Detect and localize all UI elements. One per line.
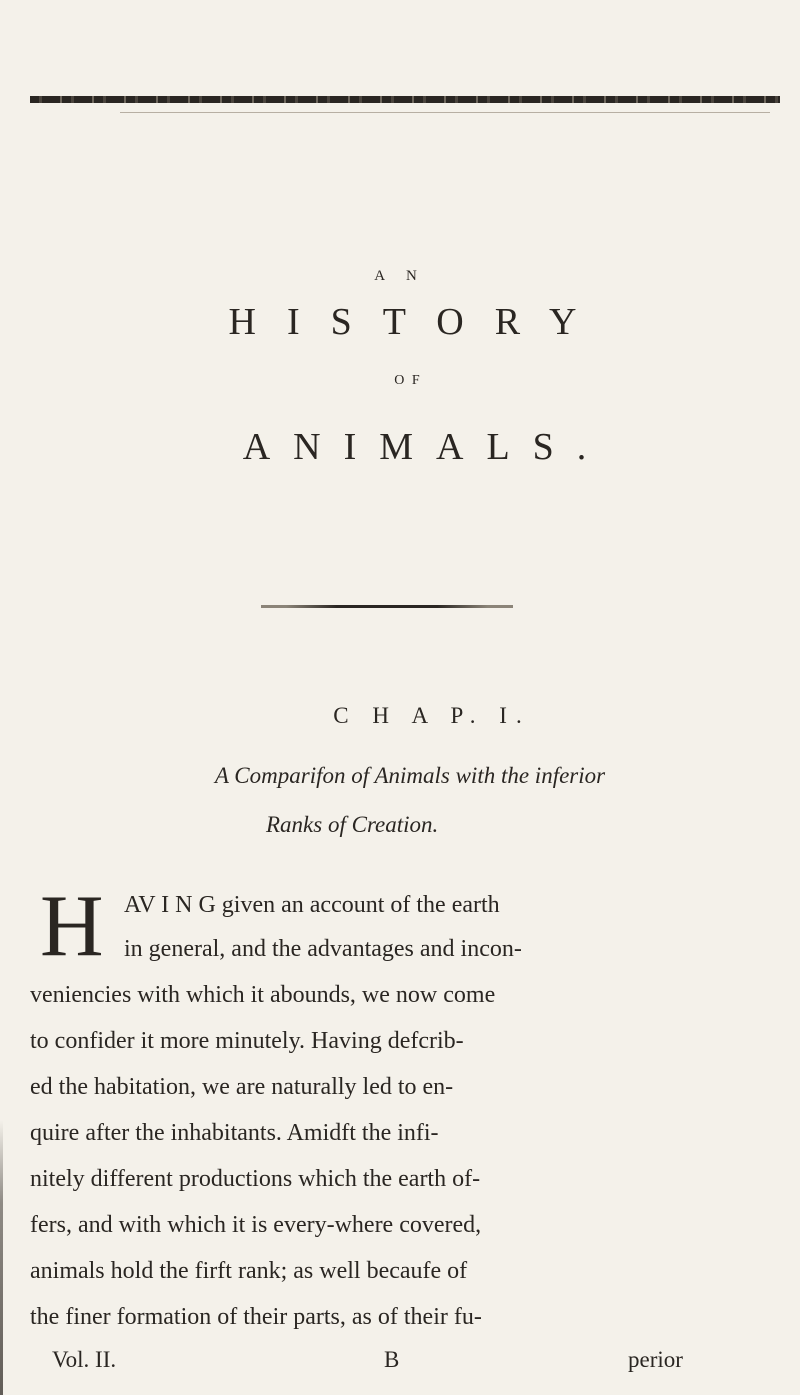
title-animals: ANIMALS. [242, 426, 610, 468]
top-thin-rule [120, 112, 770, 113]
chapter-heading: C H A P. I. [333, 703, 531, 728]
chapter-subtitle-line-2: Ranks of Creation. [266, 812, 439, 837]
title-of: O F [394, 373, 422, 388]
body-line: quire after the inhabitants. Amidft the infi- [30, 1120, 439, 1146]
body-line: fers, and with which it is every-where covered, [30, 1212, 482, 1238]
body-line: veniencies with which it abounds, we now come [30, 982, 496, 1008]
body-line: in general, and the advantages and incon- [124, 936, 522, 962]
section-divider-rule [261, 605, 513, 608]
top-ornamental-rule [30, 96, 780, 103]
body-line: ed the habitation, we are naturally led to en- [30, 1074, 454, 1100]
drop-capital: H [40, 890, 104, 964]
title-an: A N [374, 268, 426, 284]
chapter-subtitle-line-1: A Comparifon of Animals with the inferior [214, 763, 606, 788]
signature-mark: B [384, 1347, 400, 1372]
title-history: HISTORY [228, 301, 608, 343]
catchword: perior [628, 1347, 683, 1372]
body-line: AV I N G given an account of the earth [124, 892, 500, 918]
volume-number: Vol. II. [52, 1347, 117, 1372]
body-line: the finer formation of their parts, as of their fu- [30, 1304, 482, 1330]
body-line: nitely different productions which the earth of- [30, 1166, 481, 1192]
body-line: animals hold the firft rank; as well becaufe of [30, 1258, 468, 1284]
body-line: to confider it more minutely. Having defcrib- [30, 1028, 464, 1054]
page-edge-shadow [0, 1120, 3, 1395]
